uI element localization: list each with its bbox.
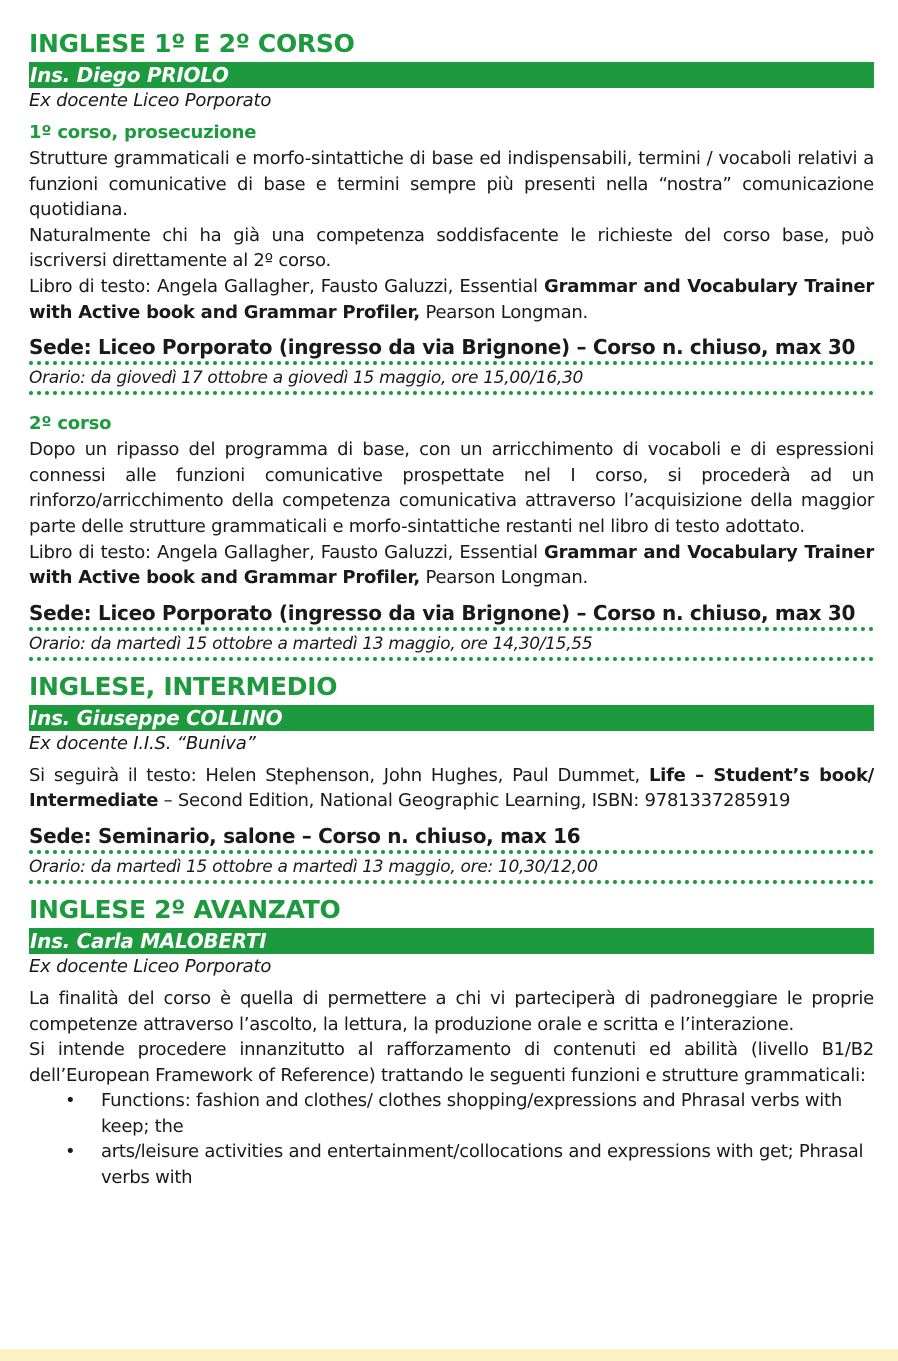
course-schedule: Orario: da giovedì 17 ottobre a giovedì 15 maggio, ore 15,00/16,30 (29, 365, 874, 395)
course-title: INGLESE 1º E 2º CORSO (29, 29, 355, 58)
course-schedule: Orario: da martedì 15 ottobre a martedì 13 maggio, ore: 10,30/12,00 (29, 854, 874, 884)
course-subheading: 2º corso (29, 413, 112, 435)
teacher-role: Ex docente Liceo Porporato (29, 955, 272, 977)
textbook-prefix: Libro di testo: Angela Gallagher, Fausto Galuzzi, Essential (29, 541, 545, 563)
list-item (65, 1088, 874, 1139)
textbook-publisher: Pearson Longman. (420, 567, 588, 589)
textbook-publisher: Pearson Longman. (420, 301, 588, 323)
textbook-publisher: – Second Edition, National Geographic Learning, ISBN: 9781337285919 (158, 790, 791, 812)
course-location: Sede: Liceo Porporato (ingresso da via Brignone) – Corso n. chiuso, max 30 (29, 599, 874, 631)
list-item-text: arts/leisure activities and entertainment/collocations and expressions with get; Phrasal verbs with (101, 1141, 864, 1189)
bullet-icon: • (65, 1141, 76, 1163)
textbook-info (29, 274, 874, 325)
page-content (29, 28, 874, 1191)
topics-list (29, 1088, 874, 1190)
textbook-prefix: Si seguirà il testo: Helen Stephenson, John Hughes, Paul Dummet, (29, 764, 649, 786)
list-item (65, 1139, 874, 1190)
course-goals: Si intende procedere innanzitutto al rafforzamento di contenuti ed abilità (livello B1/B2 dell’European Framework of Reference) trattando le seguenti funzioni e strutture grammaticali: (29, 1039, 874, 1086)
course-location: Sede: Seminario, salone – Corso n. chiuso, max 16 (29, 822, 874, 854)
textbook-info (29, 763, 874, 814)
teacher-name: Ins. Diego PRIOLO (29, 62, 874, 88)
page-footer-band (0, 1349, 898, 1361)
course-subheading: 1º corso, prosecuzione (29, 122, 257, 143)
textbook-title: Grammar and Vocabulary Trainer with Active book and Grammar Profiler, (29, 275, 874, 323)
course-location: Sede: Liceo Porporato (ingresso da via Brignone) – Corso n. chiuso, max 30 (29, 333, 874, 365)
textbook-title: Life – Student’s book/ Intermediate (29, 764, 874, 812)
teacher-name: Ins. Carla MALOBERTI (29, 928, 874, 954)
course-title: INGLESE 2º AVANZATO (29, 894, 341, 924)
teacher-name: Ins. Giuseppe COLLINO (29, 705, 874, 731)
textbook-prefix: Libro di testo: Angela Gallagher, Fausto Galuzzi, Essential (29, 275, 545, 297)
course-title: INGLESE, INTERMEDIO (29, 671, 338, 701)
course-description: La finalità del corso è quella di permettere a chi vi parteciperà di padroneggiare le proprie competenze attraverso l’ascolto, la lettura, la produzione orale e scritta e l’interazione. (29, 987, 874, 1035)
bullet-icon: • (65, 1090, 76, 1112)
teacher-role: Ex docente Liceo Porporato (29, 90, 272, 111)
course-description: Strutture grammaticali e morfo-sintattiche di base ed indispensabili, termini / vocaboli relativi a funzioni comunicative di base e termini sempre più presenti nella “nostra” comunicazione quotidiana. (29, 148, 874, 221)
teacher-role: Ex docente I.I.S. “Buniva” (29, 732, 256, 754)
course-description: Dopo un ripasso del programma di base, con un arricchimento di vocaboli e di espressioni connessi alle funzioni comunicative prospettate nel I corso, si procederà ad un rinforzo/arricchimento della competenza comunicativa attraverso l’acquisizione della maggior parte delle strutture grammaticali e morfo-sintattiche restanti nel libro di testo adottato. (29, 439, 874, 537)
list-item-text: Functions: fashion and clothes/ clothes shopping/expressions and Phrasal verbs with keep; the (101, 1090, 843, 1137)
textbook-title: Grammar and Vocabulary Trainer with Active book and Grammar Profiler, (29, 541, 874, 589)
textbook-info (29, 540, 874, 591)
course-schedule: Orario: da martedì 15 ottobre a martedì 13 maggio, ore 14,30/15,55 (29, 631, 874, 661)
course-note: Naturalmente chi ha già una competenza soddisfacente le richieste del corso base, può iscriversi direttamente al 2º corso. (29, 224, 874, 272)
